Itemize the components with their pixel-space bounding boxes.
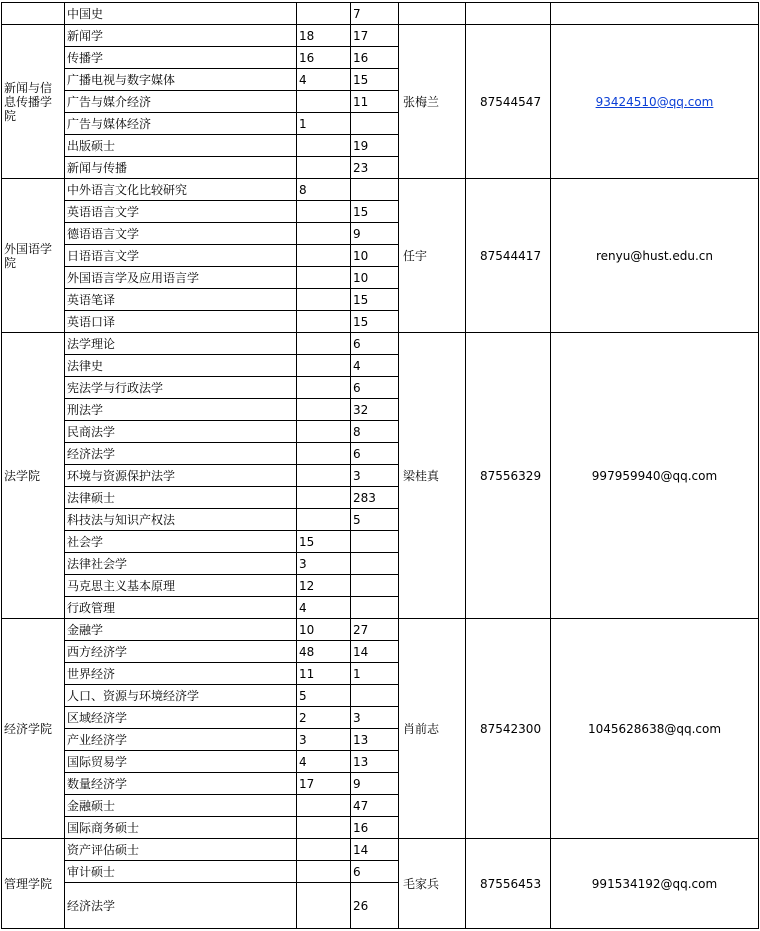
contact-name: 毛家兵 [399,839,466,929]
contact-name: 梁桂真 [399,333,466,619]
phone-number: 87544417 [466,179,551,333]
major-cell: 英语笔译 [65,289,297,311]
major-cell: 英语语言文学 [65,201,297,223]
count-a-cell [297,443,351,465]
count-b-cell [351,113,399,135]
phone-number: 87544547 [466,25,551,179]
email-cell [551,25,759,179]
count-a-cell: 17 [297,773,351,795]
contact-cell [399,3,466,25]
major-cell: 资产评估硕士 [65,839,297,861]
major-cell: 广告与媒体经济 [65,113,297,135]
major-cell: 中国史 [65,3,297,25]
count-a-cell: 8 [297,179,351,201]
major-cell: 新闻学 [65,25,297,47]
count-a-cell [297,355,351,377]
table-row [2,839,759,861]
table-row [2,619,759,641]
college-name: 新闻与信息传播学院 [2,25,65,179]
count-b-cell: 47 [351,795,399,817]
major-cell: 科技法与知识产权法 [65,509,297,531]
major-cell: 德语语言文学 [65,223,297,245]
count-b-cell: 8 [351,421,399,443]
count-b-cell [351,685,399,707]
count-b-cell: 15 [351,69,399,91]
count-a-cell: 10 [297,619,351,641]
count-a-cell [297,399,351,421]
count-a-cell: 2 [297,707,351,729]
count-b-cell: 9 [351,773,399,795]
contact-name: 张梅兰 [399,25,466,179]
count-b-cell: 19 [351,135,399,157]
major-cell: 国际商务硕士 [65,817,297,839]
count-a-cell [297,311,351,333]
count-a-cell: 1 [297,113,351,135]
major-cell: 新闻与传播 [65,157,297,179]
college-name: 外国语学院 [2,179,65,333]
major-cell: 社会学 [65,531,297,553]
major-cell: 区域经济学 [65,707,297,729]
count-b-cell: 7 [351,3,399,25]
count-a-cell [297,817,351,839]
phone-number: 87556329 [466,333,551,619]
major-cell: 出版硕士 [65,135,297,157]
major-cell: 广告与媒介经济 [65,91,297,113]
major-cell: 西方经济学 [65,641,297,663]
major-cell: 环境与资源保护法学 [65,465,297,487]
count-a-cell: 48 [297,641,351,663]
count-a-cell [297,421,351,443]
email-address: 997959940@qq.com [591,468,718,483]
table-body [2,3,759,929]
college-name: 法学院 [2,333,65,619]
count-b-cell: 6 [351,861,399,883]
email-address: renyu@hust.edu.cn [596,248,713,263]
email-cell [551,619,759,839]
count-b-cell: 13 [351,751,399,773]
college-cell [2,3,65,25]
count-b-cell: 6 [351,377,399,399]
count-b-cell: 10 [351,267,399,289]
count-a-cell: 18 [297,25,351,47]
count-a-cell [297,3,351,25]
major-cell: 审计硕士 [65,861,297,883]
count-a-cell: 15 [297,531,351,553]
count-b-cell: 3 [351,465,399,487]
email-cell [551,333,759,619]
count-b-cell: 16 [351,47,399,69]
count-a-cell [297,795,351,817]
email-cell [551,179,759,333]
count-b-cell: 26 [351,883,399,929]
count-b-cell: 23 [351,157,399,179]
major-cell: 广播电视与数字媒体 [65,69,297,91]
major-cell: 世界经济 [65,663,297,685]
count-a-cell [297,201,351,223]
count-a-cell [297,377,351,399]
count-b-cell: 13 [351,729,399,751]
table-row [2,333,759,355]
count-b-cell: 6 [351,443,399,465]
count-b-cell: 4 [351,355,399,377]
major-cell: 马克思主义基本原理 [65,575,297,597]
count-b-cell: 6 [351,333,399,355]
major-cell: 传播学 [65,47,297,69]
email-address: 1045628638@qq.com [587,721,722,736]
count-b-cell [351,575,399,597]
count-a-cell [297,157,351,179]
count-b-cell [351,597,399,619]
major-cell: 数量经济学 [65,773,297,795]
count-a-cell: 12 [297,575,351,597]
count-a-cell: 4 [297,69,351,91]
major-cell: 宪法学与行政法学 [65,377,297,399]
count-b-cell: 17 [351,25,399,47]
major-cell: 法律社会学 [65,553,297,575]
major-cell: 金融硕士 [65,795,297,817]
contact-name: 任宇 [399,179,466,333]
count-b-cell: 3 [351,707,399,729]
count-a-cell: 16 [297,47,351,69]
count-a-cell [297,289,351,311]
count-b-cell [351,179,399,201]
major-cell: 人口、资源与环境经济学 [65,685,297,707]
count-b-cell: 27 [351,619,399,641]
count-b-cell: 16 [351,817,399,839]
major-cell: 行政管理 [65,597,297,619]
count-a-cell: 3 [297,729,351,751]
count-a-cell: 4 [297,597,351,619]
count-a-cell [297,333,351,355]
count-a-cell [297,861,351,883]
major-cell: 金融学 [65,619,297,641]
count-a-cell [297,223,351,245]
phone-cell [466,3,551,25]
major-cell: 国际贸易学 [65,751,297,773]
major-cell: 中外语言文化比较研究 [65,179,297,201]
table-row [2,179,759,201]
count-a-cell: 5 [297,685,351,707]
email-cell [551,839,759,929]
count-a-cell [297,487,351,509]
count-b-cell: 14 [351,839,399,861]
count-b-cell: 1 [351,663,399,685]
major-cell: 英语口译 [65,311,297,333]
email-cell [551,3,759,25]
major-cell: 经济法学 [65,443,297,465]
table-row [2,3,759,25]
count-a-cell [297,883,351,929]
count-b-cell [351,531,399,553]
count-b-cell: 14 [351,641,399,663]
count-b-cell: 5 [351,509,399,531]
count-b-cell: 15 [351,311,399,333]
count-b-cell: 11 [351,91,399,113]
major-cell: 外国语言学及应用语言学 [65,267,297,289]
count-a-cell [297,91,351,113]
count-a-cell [297,509,351,531]
count-b-cell: 283 [351,487,399,509]
count-b-cell: 10 [351,245,399,267]
college-name: 管理学院 [2,839,65,929]
count-b-cell [351,553,399,575]
count-a-cell: 3 [297,553,351,575]
count-a-cell: 4 [297,751,351,773]
count-a-cell [297,267,351,289]
major-cell: 刑法学 [65,399,297,421]
major-cell: 产业经济学 [65,729,297,751]
phone-number: 87542300 [466,619,551,839]
college-name: 经济学院 [2,619,65,839]
count-b-cell: 9 [351,223,399,245]
table-row [2,25,759,47]
contact-name: 肖前志 [399,619,466,839]
major-cell: 法律史 [65,355,297,377]
admissions-table [1,2,759,929]
email-address: 991534192@qq.com [591,876,718,891]
phone-number: 87556453 [466,839,551,929]
major-cell: 民商法学 [65,421,297,443]
count-a-cell: 11 [297,663,351,685]
major-cell: 法律硕士 [65,487,297,509]
count-a-cell [297,839,351,861]
count-a-cell [297,135,351,157]
count-b-cell: 32 [351,399,399,421]
major-cell: 日语语言文学 [65,245,297,267]
count-b-cell: 15 [351,289,399,311]
major-cell: 法学理论 [65,333,297,355]
count-a-cell [297,465,351,487]
count-a-cell [297,245,351,267]
count-b-cell: 15 [351,201,399,223]
major-cell: 经济法学 [65,883,297,929]
email-link[interactable]: 93424510@qq.com [595,94,714,109]
